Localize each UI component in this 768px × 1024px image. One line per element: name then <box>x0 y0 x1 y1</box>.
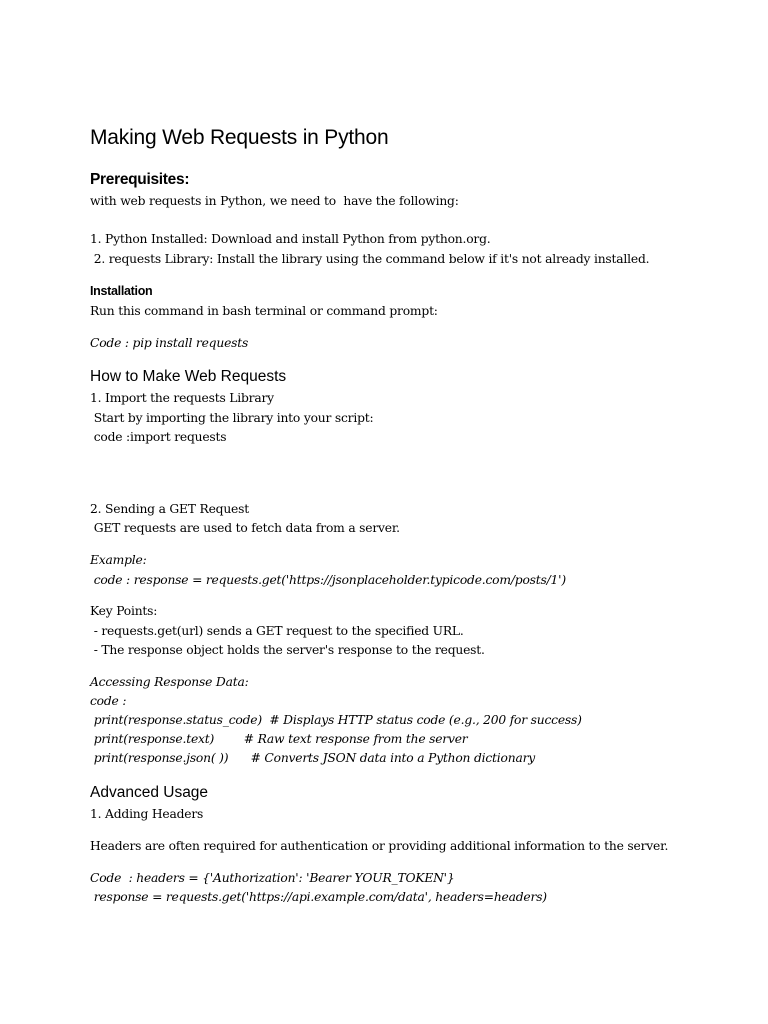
page-title: Making Web Requests in Python <box>90 126 389 149</box>
accessing-code-label: code : <box>90 694 127 708</box>
key-point-item: - The response object holds the server's response to the request. <box>90 643 485 657</box>
step2-title: 2. Sending a GET Request <box>90 502 249 516</box>
key-points-label: Key Points: <box>90 604 158 618</box>
prerequisites-heading: Prerequisites: <box>90 171 190 188</box>
prerequisites-intro: with web requests in Python, we need to have the following: <box>90 194 459 208</box>
prerequisite-item-python: 1. Python Installed: Download and install Python from python.org. <box>90 232 491 246</box>
code-line-text: print(response.text) # Raw text response from the server <box>90 732 468 746</box>
step1-title: 1. Import the requests Library <box>90 391 274 405</box>
step1-text: Start by importing the library into your script: <box>90 411 374 425</box>
step1-code: code :import requests <box>90 430 227 444</box>
how-to-heading: How to Make Web Requests <box>90 368 287 385</box>
prerequisite-item-requests: 2. requests Library: Install the library using the command below if it's not already installed. <box>90 252 650 266</box>
example-label: Example: <box>90 553 147 567</box>
advanced-usage-heading: Advanced Usage <box>90 784 209 801</box>
key-point-item: - requests.get(url) sends a GET request to the specified URL. <box>90 624 464 638</box>
headers-description: Headers are often required for authentication or providing additional information to the server. <box>90 839 669 853</box>
installation-code: Code : pip install requests <box>90 336 249 350</box>
step2-text: GET requests are used to fetch data from a server. <box>90 521 400 535</box>
accessing-data-label: Accessing Response Data: <box>90 675 249 689</box>
headers-code-line: response = requests.get('https://api.example.com/data', headers=headers) <box>90 890 547 904</box>
installation-heading: Installation <box>90 284 153 298</box>
example-code: code : response = requests.get('https://jsonplaceholder.typicode.com/posts/1') <box>90 573 566 587</box>
code-line-status: print(response.status_code) # Displays HTTP status code (e.g., 200 for success) <box>90 713 582 727</box>
code-line-json: print(response.json( )) # Converts JSON data into a Python dictionary <box>90 751 536 765</box>
installation-text: Run this command in bash terminal or command prompt: <box>90 304 438 318</box>
headers-code-line: Code : headers = {'Authorization': 'Bearer YOUR_TOKEN'} <box>90 871 455 885</box>
headers-title: 1. Adding Headers <box>90 807 204 821</box>
